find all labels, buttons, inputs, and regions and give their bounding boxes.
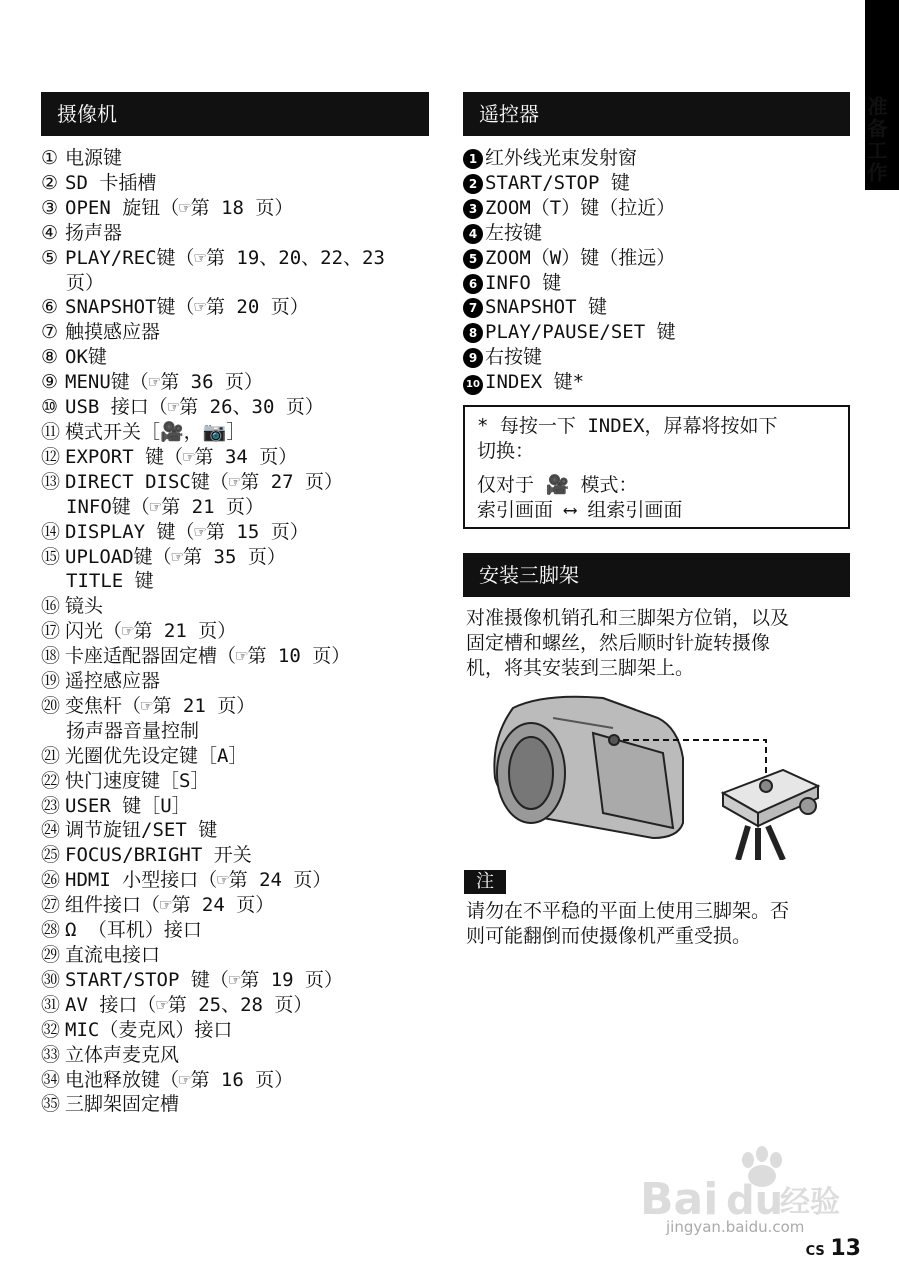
part-number: ② [41,171,59,194]
part-number: ⑥ [41,296,59,319]
part-label: Ω （耳机）接口 [65,919,202,942]
part-number: ⑮ [41,545,61,568]
part-number: ㉞ [41,1068,61,1091]
part-number: ⑩ [41,396,59,419]
part-label: 光圈优先设定键［A］ [65,744,248,767]
remote-part-item [463,171,676,196]
camera-part-item [41,470,385,495]
camera-part-item [41,644,385,669]
part-number: ㉖ [41,869,61,892]
part-label: 直流电接口 [65,944,161,966]
camera-part-item [41,968,385,993]
camera-part-item [41,1043,385,1068]
part-label: OPEN 旋钮（☞第 18 页） [65,196,294,219]
part-label: 扬声器 [65,221,123,244]
part-number: ⑫ [41,445,61,468]
camera-part-item [41,719,385,744]
part-number: ⑲ [41,670,61,693]
part-number: ㉔ [41,819,61,842]
remote-part-number: 3 [463,199,483,219]
part-label: SNAPSHOT键（☞第 20 页） [65,296,309,319]
part-number: ㉛ [41,993,61,1016]
part-number: ① [41,147,59,169]
tripod-section-title: 安装三脚架 [463,553,850,597]
part-label: OK键 [65,346,107,369]
remote-part-item [463,320,676,345]
remote-part-number: 7 [463,298,483,318]
remote-part-label: ZOOM（W）键（推远） [485,246,676,269]
part-label: 电池释放键（☞第 16 页） [65,1068,294,1091]
remote-part-number: 2 [463,174,483,194]
remote-part-item [463,345,676,370]
part-number: ㉗ [41,894,61,917]
part-label: DIRECT DISC键（☞第 27 页） [65,470,344,493]
remote-part-number: 9 [463,348,483,368]
remote-part-label: SNAPSHOT 键 [485,296,607,319]
part-label: 扬声器音量控制 [66,719,200,742]
part-label: 遥控感应器 [65,670,161,693]
camera-part-item [41,868,385,893]
part-label: UPLOAD键（☞第 35 页） [65,545,286,568]
camera-part-item [41,694,385,719]
remote-part-item [463,196,676,221]
camera-part-item [41,744,385,769]
remote-part-number: 4 [463,224,483,244]
tripod-line-3: 机，将其安装到三脚架上。 [466,656,695,679]
part-label: DISPLAY 键（☞第 15 页） [65,520,309,543]
remote-part-label: 左按键 [485,221,543,244]
camera-part-item [41,520,385,545]
part-number: ⑭ [41,520,61,543]
part-number: ㉚ [41,968,61,991]
part-number: ㉓ [41,794,61,817]
camera-part-item [41,420,385,445]
remote-part-label: INFO 键 [485,271,562,294]
caution-line-2: 则可能翻倒而使摄像机严重受损。 [466,924,752,947]
tripod-line-1: 对准摄像机销孔和三脚架方位销，以及 [466,607,790,629]
camera-part-item [41,818,385,843]
part-number: ③ [41,196,59,219]
tripod-line-2: 固定槽和螺丝，然后顺时针旋转摄像 [466,631,771,654]
remote-part-number: 10 [463,375,483,395]
side-tab-label: 准备工作 [864,96,888,184]
camera-part-item [41,619,385,644]
part-number: ⑦ [41,321,59,344]
part-label: 调节旋钮/SET 键 [65,819,218,842]
part-label: INFO键（☞第 21 页） [66,495,264,518]
camera-drawing [494,697,683,838]
part-number: ④ [41,221,59,244]
part-number: ⑬ [41,470,61,493]
part-number: ⑤ [41,246,59,269]
camera-part-item [41,196,385,221]
camera-part-item [41,295,385,320]
page-number-value: 13 [830,1236,861,1261]
camera-part-item [41,171,385,196]
camera-part-item [41,221,385,246]
camera-part-item [41,794,385,819]
remote-part-label: START/STOP 键 [485,171,630,194]
camera-part-item [41,843,385,868]
part-number: ⑳ [41,694,61,717]
caution-text [466,899,789,949]
camera-part-item [41,669,385,694]
remote-part-number: 5 [463,249,483,269]
part-number: ⑧ [41,346,59,369]
part-number: ㉝ [41,1043,61,1066]
note-line-2: 切换： [477,439,535,462]
svg-text:经验: 经验 [780,1185,840,1220]
camera-part-item [41,893,385,918]
watermark-url: jingyan.baidu.com [666,1218,805,1236]
page-number [806,1236,861,1261]
camera-part-item [41,445,385,470]
part-number: ㉕ [41,844,61,867]
part-label: 闪光（☞第 21 页） [65,620,237,643]
camera-section-title: 摄像机 [41,92,429,136]
part-number: ⑨ [41,371,59,394]
part-label: 页） [66,271,105,294]
tripod-drawing [723,770,818,860]
remote-part-number: 6 [463,274,483,294]
part-label: 触摸感应器 [65,321,161,344]
camera-part-item [41,545,385,570]
camera-tripod-illustration [483,688,829,860]
part-number: ⑯ [41,595,61,618]
camera-part-item [41,395,385,420]
part-number: ㉟ [41,1093,61,1116]
part-number: ㉑ [41,744,61,767]
part-label: 电源键 [65,147,123,169]
part-label: START/STOP 键（☞第 19 页） [65,968,344,991]
remote-section-title: 遥控器 [463,92,850,136]
part-label: 快门速度键［S］ [65,769,210,792]
part-label: PLAY/REC键（☞第 19、20、22、23 [65,246,385,269]
remote-part-item [463,295,676,320]
svg-text:Bai: Bai [640,1174,719,1225]
camera-part-item [41,370,385,395]
part-label: 三脚架固定槽 [65,1093,180,1116]
part-number: ㉜ [41,1018,61,1041]
remote-part-label: PLAY/PAUSE/SET 键 [485,321,676,344]
camera-part-item [41,769,385,794]
camera-part-item [41,320,385,345]
remote-part-label: 红外线光束发射窗 [485,147,638,169]
part-label: USB 接口（☞第 26、30 页） [65,396,324,419]
camera-part-item [41,1092,385,1117]
camera-part-item [41,594,385,619]
remote-part-number: 1 [463,149,483,169]
part-number: ㉙ [41,944,61,966]
camera-part-item [41,1068,385,1093]
part-number: ㉘ [41,919,61,942]
part-number: ⑱ [41,645,61,668]
camera-part-item [41,993,385,1018]
tripod-instructions [466,606,789,681]
remote-part-item [463,246,676,271]
part-label: TITLE 键 [66,570,154,593]
remote-part-item [463,370,676,395]
camera-part-item [41,146,385,171]
part-label: AV 接口（☞第 25、28 页） [65,993,313,1016]
camera-part-item [41,345,385,370]
remote-part-item [463,146,676,171]
camera-part-item [41,271,385,296]
part-label: FOCUS/BRIGHT 开关 [65,844,252,867]
page-prefix: CS [805,1244,825,1259]
camera-part-item [41,495,385,520]
part-label: 组件接口（☞第 24 页） [65,894,275,917]
svg-text:du: du [726,1178,784,1224]
part-label: USER 键［U］ [65,794,191,817]
remote-part-number: 8 [463,323,483,343]
part-label: SD 卡插槽 [65,171,157,194]
part-label: 卡座适配器固定槽（☞第 10 页） [65,645,351,668]
camera-part-item [41,943,385,968]
remote-parts-list [463,146,676,395]
remote-part-label: INDEX 键* [485,371,585,394]
camera-part-item [41,569,385,594]
part-label: MIC（麦克风）接口 [65,1018,233,1041]
note-line-3: 仅对于 🎥 模式： [477,474,638,497]
index-note-box [463,405,850,529]
part-label: HDMI 小型接口（☞第 24 页） [65,869,332,892]
note-line-1: * 每按一下 INDEX，屏幕将按如下 [477,415,778,437]
camera-part-item [41,246,385,271]
camera-part-item [41,918,385,943]
camera-part-item [41,1018,385,1043]
part-number: ⑰ [41,620,61,643]
part-label: MENU键（☞第 36 页） [65,371,263,394]
part-number: ⑪ [41,420,61,443]
remote-part-label: 右按键 [485,346,543,369]
remote-part-item [463,271,676,296]
remote-part-label: ZOOM（T）键（拉近） [485,196,676,219]
caution-line-1: 请勿在不平稳的平面上使用三脚架。否 [466,900,790,922]
remote-part-item [463,221,676,246]
part-label: EXPORT 键（☞第 34 页） [65,445,298,468]
part-label: 镜头 [65,595,104,618]
caution-label: 注 [464,870,506,894]
note-line-4: 索引画面 ⟷ 组索引画面 [477,498,683,521]
part-label: 变焦杆（☞第 21 页） [65,694,256,717]
part-number: ㉒ [41,769,61,792]
part-label: 模式开关［🎥，📷］ [65,420,246,443]
part-label: 立体声麦克风 [65,1043,180,1066]
camera-parts-list [41,146,385,1117]
